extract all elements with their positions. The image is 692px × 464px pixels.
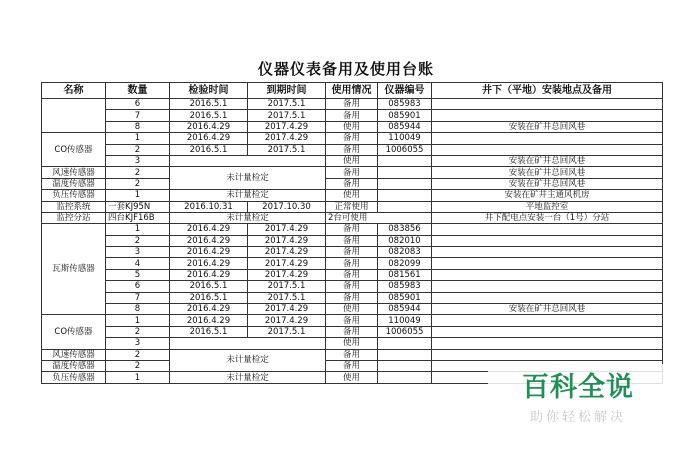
table-row <box>42 338 663 349</box>
table-cell: 1006055 <box>378 326 432 337</box>
watermark-brand: 百科全说 <box>522 372 634 403</box>
table-cell: 2017.4.29 <box>248 269 326 280</box>
table-cell: 备用 <box>326 178 378 189</box>
table-cell: 2017.5.1 <box>248 99 326 110</box>
table-cell: 2016.4.29 <box>170 224 248 235</box>
table-cell: 安装在矿井总回风巷 <box>432 121 663 132</box>
table-cell: 110049 <box>378 133 432 144</box>
table-cell: 2017.5.1 <box>248 326 326 337</box>
table-cell <box>378 201 432 212</box>
table-cell: 081561 <box>378 269 432 280</box>
uncalibrated-cell: 未计量检定 <box>170 349 326 372</box>
table-cell: 6 <box>106 99 170 110</box>
table-cell: 2016.5.1 <box>170 144 248 155</box>
table-cell <box>432 235 663 246</box>
table-cell <box>432 281 663 292</box>
header-row <box>42 83 663 99</box>
table-row <box>42 292 663 303</box>
table-row <box>42 247 663 258</box>
table-cell: 2017.4.29 <box>248 121 326 132</box>
table-cell: 2017.4.29 <box>248 224 326 235</box>
table-cell: 备用 <box>326 224 378 235</box>
table-cell: 082083 <box>378 247 432 258</box>
table-cell: 2016.4.29 <box>170 235 248 246</box>
table-cell: 备用 <box>326 247 378 258</box>
table-cell: 2016.4.29 <box>170 315 248 326</box>
table-cell: 2 <box>106 144 170 155</box>
table-cell: 1 <box>106 190 170 201</box>
table-cell: 1006055 <box>378 144 432 155</box>
table-cell: 7 <box>106 292 170 303</box>
table-cell: 备用 <box>326 258 378 269</box>
table-cell: 风速传感器 <box>42 349 106 360</box>
table-cell: 2017.5.1 <box>248 144 326 155</box>
table-cell: 2016.10.31 <box>170 201 248 212</box>
table-cell: 2016.4.29 <box>170 304 248 315</box>
table-cell: 085901 <box>378 110 432 121</box>
table-cell: 1 <box>106 315 170 326</box>
table-cell: 2017.5.1 <box>248 281 326 292</box>
table-cell <box>378 349 432 360</box>
table-cell: 正常使用 <box>326 201 378 212</box>
table-cell <box>378 178 432 189</box>
table-cell: 1 <box>106 224 170 235</box>
table-cell: 2017.4.29 <box>248 315 326 326</box>
table-cell: 2 <box>106 360 170 371</box>
table-cell: 2016.4.29 <box>170 121 248 132</box>
table-cell: 井下配电点安装一台（1号）分站 <box>432 212 663 223</box>
table-cell: 备用 <box>326 281 378 292</box>
table-cell: 温度传感器 <box>42 360 106 371</box>
table-cell: 一套KJ95N <box>106 201 170 212</box>
table-cell: 备用 <box>326 292 378 303</box>
table-cell: 2017.4.29 <box>248 133 326 144</box>
table-row <box>42 144 663 155</box>
table-cell: 8 <box>106 304 170 315</box>
table-cell: 082010 <box>378 235 432 246</box>
table-cell <box>432 315 663 326</box>
uncalibrated-cell: 未计量检定 <box>170 212 326 223</box>
table-cell: 3 <box>106 247 170 258</box>
table-cell <box>432 144 663 155</box>
table-row <box>42 269 663 280</box>
table-cell: 安装在矿井总回风巷 <box>432 155 663 166</box>
table-cell: 备用 <box>326 144 378 155</box>
table-cell: 2 <box>106 178 170 189</box>
table-row <box>42 190 663 201</box>
col-inspect-date: 检验时间 <box>170 83 248 99</box>
table-cell: 110049 <box>378 315 432 326</box>
group-name-cell: 瓦斯传感器 <box>42 224 106 315</box>
table-row <box>42 155 663 166</box>
table-cell: 5 <box>106 269 170 280</box>
table-cell: 使用 <box>326 338 378 349</box>
table-cell: 4 <box>106 258 170 269</box>
table-cell <box>432 247 663 258</box>
table-row <box>42 121 663 132</box>
table-cell <box>378 190 432 201</box>
table-cell: 使用 <box>326 304 378 315</box>
table-cell <box>432 269 663 280</box>
table-cell: 2016.5.1 <box>170 110 248 121</box>
table-cell <box>432 99 663 110</box>
watermark-slogan: 助你轻松解决 <box>529 410 626 425</box>
table-cell: 使用 <box>326 372 378 383</box>
table-cell: 2017.10.30 <box>248 201 326 212</box>
group-name-cell: CO传感器 <box>42 315 106 349</box>
table-cell: 085983 <box>378 281 432 292</box>
table-cell: 温度传感器 <box>42 178 106 189</box>
table-cell <box>432 349 663 360</box>
table-cell: 2017.4.29 <box>248 304 326 315</box>
table-cell: 2 <box>106 326 170 337</box>
table-cell: 备用 <box>326 326 378 337</box>
table-row <box>42 212 663 223</box>
table-cell <box>378 155 432 166</box>
table-cell: 1 <box>106 133 170 144</box>
table-cell <box>432 133 663 144</box>
table-cell: 2台可使用 <box>326 212 432 223</box>
table-cell <box>432 326 663 337</box>
table-cell <box>378 372 432 383</box>
table-cell: 安装在矿井总回风巷 <box>432 304 663 315</box>
col-expire-date: 到期时间 <box>248 83 326 99</box>
uncalibrated-cell: 未计量检定 <box>170 190 326 201</box>
table-cell: 2016.5.1 <box>170 99 248 110</box>
col-location: 井下（平地）安装地点及备用 <box>432 83 663 99</box>
table-cell: 2016.4.29 <box>170 247 248 258</box>
table-cell: 2017.4.29 <box>248 247 326 258</box>
table-cell: 负压传感器 <box>42 372 106 383</box>
table-cell: 备用 <box>326 99 378 110</box>
table-row <box>42 133 663 144</box>
table-cell: 082099 <box>378 258 432 269</box>
table-cell: 2016.4.29 <box>170 258 248 269</box>
table-cell: 使用 <box>326 121 378 132</box>
table-row <box>42 235 663 246</box>
table-cell: 2 <box>106 235 170 246</box>
table-cell: 2016.5.1 <box>170 281 248 292</box>
table-cell: 8 <box>106 121 170 132</box>
table-row <box>42 281 663 292</box>
table-row <box>42 315 663 326</box>
table-cell <box>432 338 663 349</box>
table-cell: 备用 <box>326 315 378 326</box>
table-cell: 085901 <box>378 292 432 303</box>
table-row <box>42 110 663 121</box>
ledger-table <box>41 82 663 384</box>
table-cell: 风速传感器 <box>42 167 106 178</box>
table-cell: 安装在矿井主通风机房 <box>432 190 663 201</box>
empty-cell <box>170 338 326 349</box>
table-cell <box>432 110 663 121</box>
table-cell: 备用 <box>326 235 378 246</box>
table-row <box>42 349 663 360</box>
table-cell: 监控分站 <box>42 212 106 223</box>
group-name-cell: CO传感器 <box>42 133 106 167</box>
table-cell <box>378 360 432 371</box>
table-cell: 2 <box>106 349 170 360</box>
table-cell <box>432 292 663 303</box>
col-quantity: 数量 <box>106 83 170 99</box>
table-cell: 使用 <box>326 190 378 201</box>
watermark-logo <box>498 372 658 428</box>
table-cell <box>432 258 663 269</box>
table-cell: 3 <box>106 155 170 166</box>
table-cell: 使用 <box>326 155 378 166</box>
table-row <box>42 178 663 189</box>
table-cell: 085983 <box>378 99 432 110</box>
table-cell: 085944 <box>378 304 432 315</box>
table-cell: 1 <box>106 372 170 383</box>
table-cell: 负压传感器 <box>42 190 106 201</box>
ledger-title: 仪器仪表备用及使用台账 <box>257 60 434 78</box>
table-row <box>42 167 663 178</box>
uncalibrated-cell: 未计量检定 <box>170 167 326 190</box>
table-cell: 2017.5.1 <box>248 292 326 303</box>
table-cell: 备用 <box>326 110 378 121</box>
table-cell: 2017.4.29 <box>248 235 326 246</box>
table-cell: 监控系统 <box>42 201 106 212</box>
table-cell: 备用 <box>326 133 378 144</box>
table-cell: 2016.5.1 <box>170 292 248 303</box>
table-row <box>42 326 663 337</box>
table-row <box>42 304 663 315</box>
table-row <box>42 99 663 110</box>
group-name-cell <box>42 99 106 133</box>
table-cell: 2016.4.29 <box>170 269 248 280</box>
col-name: 名称 <box>42 83 106 99</box>
table-cell <box>378 338 432 349</box>
table-cell: 083856 <box>378 224 432 235</box>
table-cell: 6 <box>106 281 170 292</box>
table-cell: 2 <box>106 167 170 178</box>
col-usage: 使用情况 <box>326 83 378 99</box>
table-cell: 平地监控室 <box>432 201 663 212</box>
table-cell: 四台KJF16B <box>106 212 170 223</box>
table-cell: 2017.4.29 <box>248 258 326 269</box>
table-cell: 备用 <box>326 349 378 360</box>
col-serial: 仪器编号 <box>378 83 432 99</box>
table-row <box>42 258 663 269</box>
table-cell <box>432 224 663 235</box>
table-cell: 3 <box>106 338 170 349</box>
table-cell: 2016.5.1 <box>170 326 248 337</box>
table-cell: 安装在矿井总回风巷 <box>432 178 663 189</box>
table-cell <box>378 167 432 178</box>
table-cell: 2017.5.1 <box>248 110 326 121</box>
table-cell: 安装在矿井总回风巷 <box>432 167 663 178</box>
table-cell: 备用 <box>326 269 378 280</box>
empty-cell <box>170 155 326 166</box>
table-cell: 2016.4.29 <box>170 133 248 144</box>
table-cell: 085944 <box>378 121 432 132</box>
table-cell: 7 <box>106 110 170 121</box>
uncalibrated-cell: 未计量检定 <box>170 372 326 383</box>
table-cell: 备用 <box>326 360 378 371</box>
table-row <box>42 201 663 212</box>
table-cell: 备用 <box>326 167 378 178</box>
table-row <box>42 224 663 235</box>
